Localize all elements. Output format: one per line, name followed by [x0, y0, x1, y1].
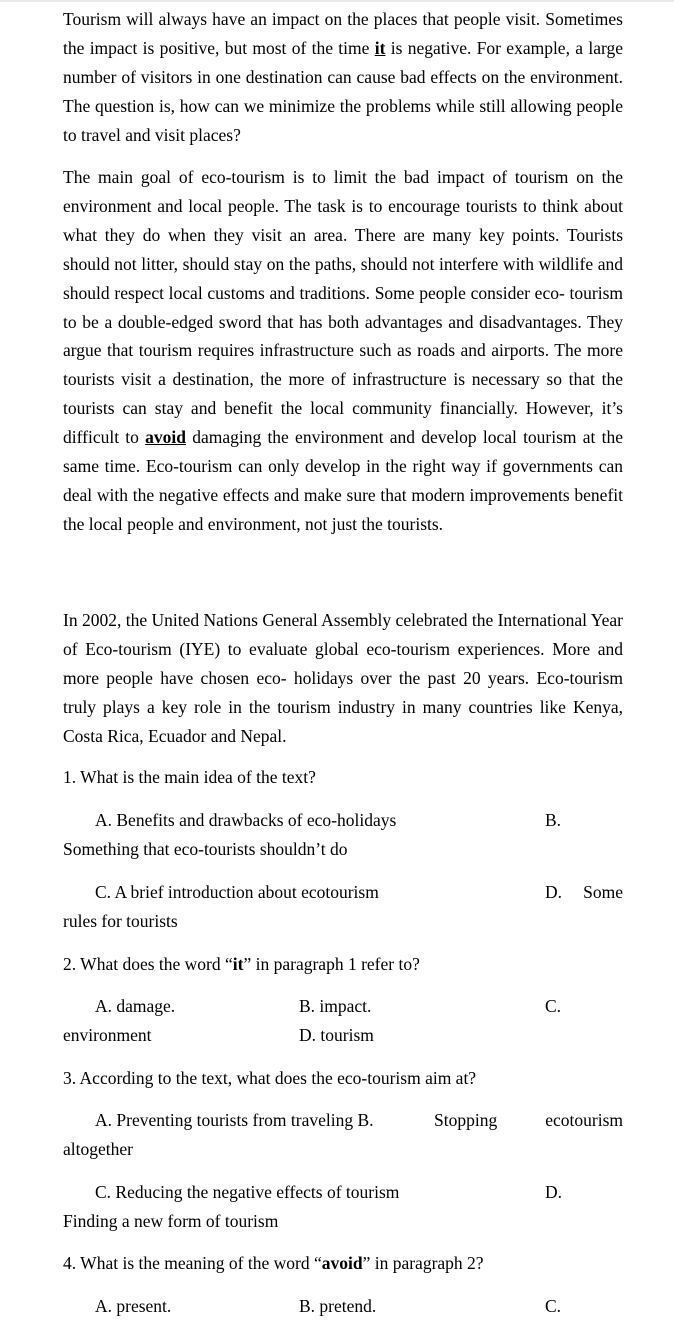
question-1-option-d-head: D. Some [545, 882, 623, 902]
paragraph-1: Tourism will always have an impact on the places that people visit. Sometimes the impact is positive, but most of the time it is negative. For example, a large number of visitors in one destination can cause bad effects on the environment. The question is, how can we minimize the problems while still allowing people to travel and visit places? [63, 9, 623, 145]
underlined-word-avoid: avoid [145, 427, 186, 448]
paragraph-2: The main goal of eco-tourism is to limit the bad impact of tourism on the environment and local people. The task is to encourage tourists to think about what they do when they visit an area. There are many key points. Tourists should not litter, should stay on the paths, should not interfere with wildlife and should respect local customs and traditions. Some people consider eco- tourism to be a double-edged sword that has both advantages and disadvantages. They argue that tourism requires infrastructure such as roads and airports. The more tourists visit a destination, the more of infrastructure is necessary so that the tourists can stay and benefit the local community financially. However, it’s difficult to avoid damaging the environment and develop local tourism at the same time. Eco-tourism can only develop in the right way if governments can deal with the negative effects and make sure that modern improvements benefit the local people and environment, not just the tourists. [63, 167, 623, 534]
question-4-option-a: A. present. [95, 1296, 172, 1316]
question-3-stem: 3. According to the text, what does the eco-tourism aim at? [63, 1068, 477, 1088]
question-2-option-c-label: C. [545, 996, 562, 1016]
question-1-stem: 1. What is the main idea of the text? [63, 767, 316, 787]
underlined-word-it: it [374, 37, 386, 58]
question-3-option-b-word2: ecotourism [545, 1110, 623, 1130]
question-1-option-a: A. Benefits and drawbacks of eco-holidays [95, 810, 397, 830]
question-2-option-c-text: environment [63, 1025, 152, 1045]
question-3-option-d-text: Finding a new form of tourism [63, 1211, 279, 1231]
question-2-option-a: A. damage. [95, 996, 176, 1016]
question-2-option-d: D. tourism [299, 1025, 374, 1045]
top-border [0, 0, 674, 2]
question-4-option-c-label: C. [545, 1296, 562, 1316]
question-1-option-c: C. A brief introduction about ecotourism [95, 882, 379, 902]
question-4-stem: 4. What is the meaning of the word “avoid” in paragraph 2? [63, 1253, 484, 1273]
question-2-stem: 2. What does the word “it” in paragraph 1 refer to? [63, 954, 420, 974]
question-3-option-b-word1: Stopping [434, 1110, 498, 1130]
paragraph-3: In 2002, the United Nations General Assembly celebrated the International Year of Eco-tourism (IYE) to evaluate global eco-tourism experiences. More and more people have chosen eco- holidays over the past 20 years. Eco-tourism truly plays a key role in the tourism industry in many countries like Kenya, Costa Rica, Ecuador and Nepal. [63, 610, 623, 746]
question-3-option-d-label: D. [545, 1182, 563, 1202]
question-1-option-b-text: Something that eco-tourists shouldn’t do [63, 839, 348, 859]
question-4-option-b: B. pretend. [299, 1296, 377, 1316]
question-1-option-d-text: rules for tourists [63, 911, 178, 931]
question-1-option-b-label: B. [545, 810, 562, 830]
question-3-option-b-text: altogether [63, 1139, 133, 1159]
question-3-option-a: A. Preventing tourists from traveling B. [95, 1110, 374, 1130]
question-3-option-c: C. Reducing the negative effects of tourism [95, 1182, 400, 1202]
question-2-option-b: B. impact. [299, 996, 372, 1016]
